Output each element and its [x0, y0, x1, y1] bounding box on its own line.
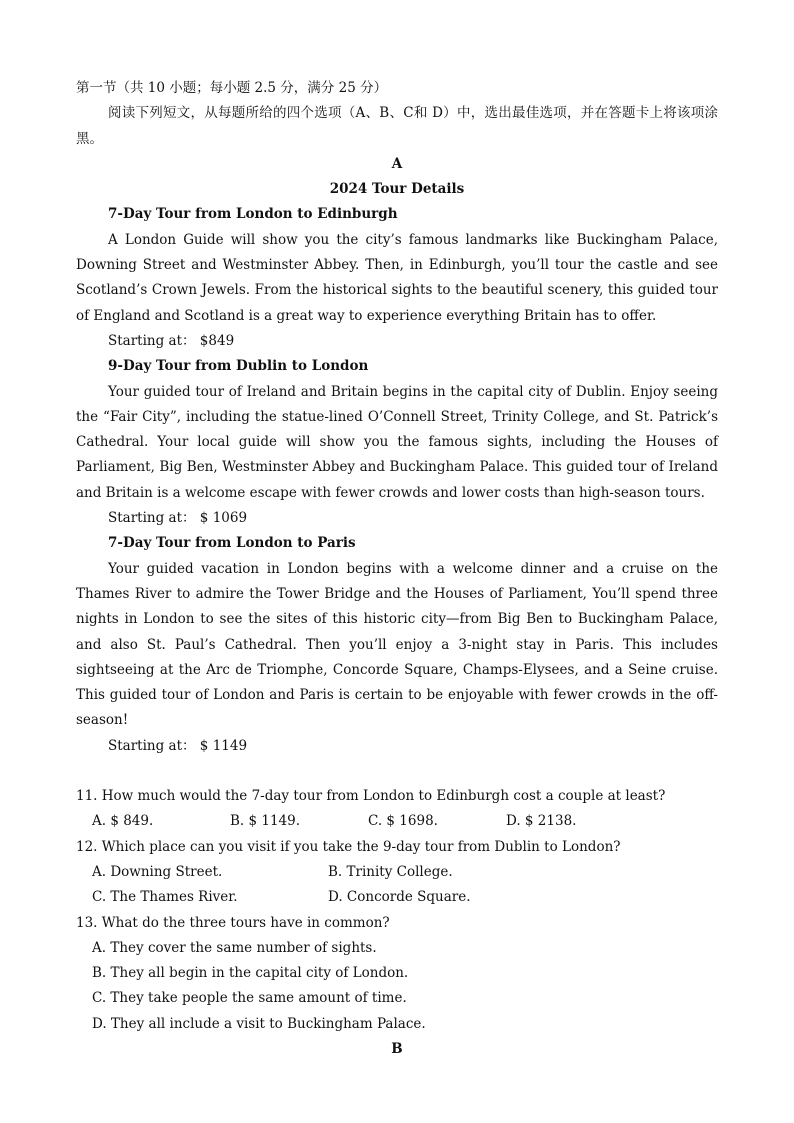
- option-a: A. $ 849.: [92, 813, 154, 830]
- document-page: [76, 76, 718, 1062]
- tour-name: 7-Day Tour from London to Edinburgh: [108, 206, 398, 223]
- tour-block: [76, 354, 718, 531]
- passage-letter: A: [391, 155, 403, 172]
- options-row: [76, 885, 718, 910]
- section-header: 第一节（共 10 小题；每小题 2.5 分，满分 25 分）: [76, 80, 388, 96]
- options-row: [76, 860, 718, 885]
- question-12: [76, 835, 718, 911]
- option-d: D. They all include a visit to Buckingham Palace.: [92, 1015, 426, 1032]
- tour-name: 9-Day Tour from Dublin to London: [108, 358, 369, 375]
- option-a: A. Downing Street.: [92, 863, 223, 880]
- question-stem: 13. What do the three tours have in common?: [76, 914, 390, 931]
- spacer: [76, 759, 718, 784]
- tour-description: Your guided tour of Ireland and Britain begins in the capital city of Dublin. Enjoy seeing the “Fair City”, including the statue-lined O’Connell Street, Trinity College, and St. Patrick’s Cathedral. Your local guide will show you the famous sights, including the Houses of Parliament, Big Ben, Westminster Abbey and Buckingham Palace. This guided tour of Ireland and Britain is a welcome escape with fewer crowds and lower costs than high-season tours.: [76, 383, 718, 501]
- option-c: C. They take people the same amount of time.: [92, 990, 407, 1007]
- tour-block: [76, 531, 718, 759]
- option-c: C. The Thames River.: [92, 889, 238, 906]
- next-passage-letter: B: [391, 1040, 403, 1057]
- option-a: A. They cover the same number of sights.: [92, 939, 377, 956]
- option-b: B. They all begin in the capital city of London.: [92, 965, 409, 982]
- options-row: [76, 809, 718, 834]
- option-b: B. $ 1149.: [230, 813, 301, 830]
- tour-price: Starting at： $849: [108, 332, 235, 349]
- instructions: 阅读下列短文，从每题所给的四个选项（A、B、C和 D）中，选出最佳选项，并在答题卡上将该项涂黑。: [76, 105, 718, 147]
- tour-description: A London Guide will show you the city’s famous landmarks like Buckingham Palace, Downing Street and Westminster Abbey. Then, in Edinburgh, you’ll tour the castle and see Scotland’s Crown Jewels. From the historical sights to the beautiful scenery, this guided tour of England and Scotland is a great way to experience everything Britain has to offer.: [76, 231, 718, 324]
- tour-price: Starting at： $ 1149: [108, 737, 248, 754]
- question-stem: 11. How much would the 7-day tour from London to Edinburgh cost a couple at least?: [76, 788, 666, 805]
- option-c: C. $ 1698.: [368, 813, 438, 830]
- tour-price: Starting at： $ 1069: [108, 510, 248, 527]
- option-d: D. Concorde Square.: [328, 889, 471, 906]
- question-13: [76, 911, 718, 1037]
- question-stem: 12. Which place can you visit if you take the 9-day tour from Dublin to London?: [76, 838, 621, 855]
- passage-title: 2024 Tour Details: [329, 181, 465, 198]
- option-b: B. Trinity College.: [328, 863, 453, 880]
- tour-name: 7-Day Tour from London to Paris: [108, 535, 356, 552]
- tour-description: Your guided vacation in London begins with a welcome dinner and a cruise on the Thames River to admire the Tower Bridge and the Houses of Parliament, You’ll spend three nights in London to see the sites of this historic city—from Big Ben to Buckingham Palace, and also St. Paul’s Cathedral. Then you’ll enjoy a 3-night stay in Paris. This includes sightseeing at the Arc de Triomphe, Concorde Square, Champs-Elysees, and a Seine cruise. This guided tour of London and Paris is certain to be enjoyable with fewer crowds in the off-season!: [76, 560, 718, 729]
- question-11: [76, 784, 718, 835]
- tour-block: [76, 202, 718, 354]
- option-d: D. $ 2138.: [506, 813, 577, 830]
